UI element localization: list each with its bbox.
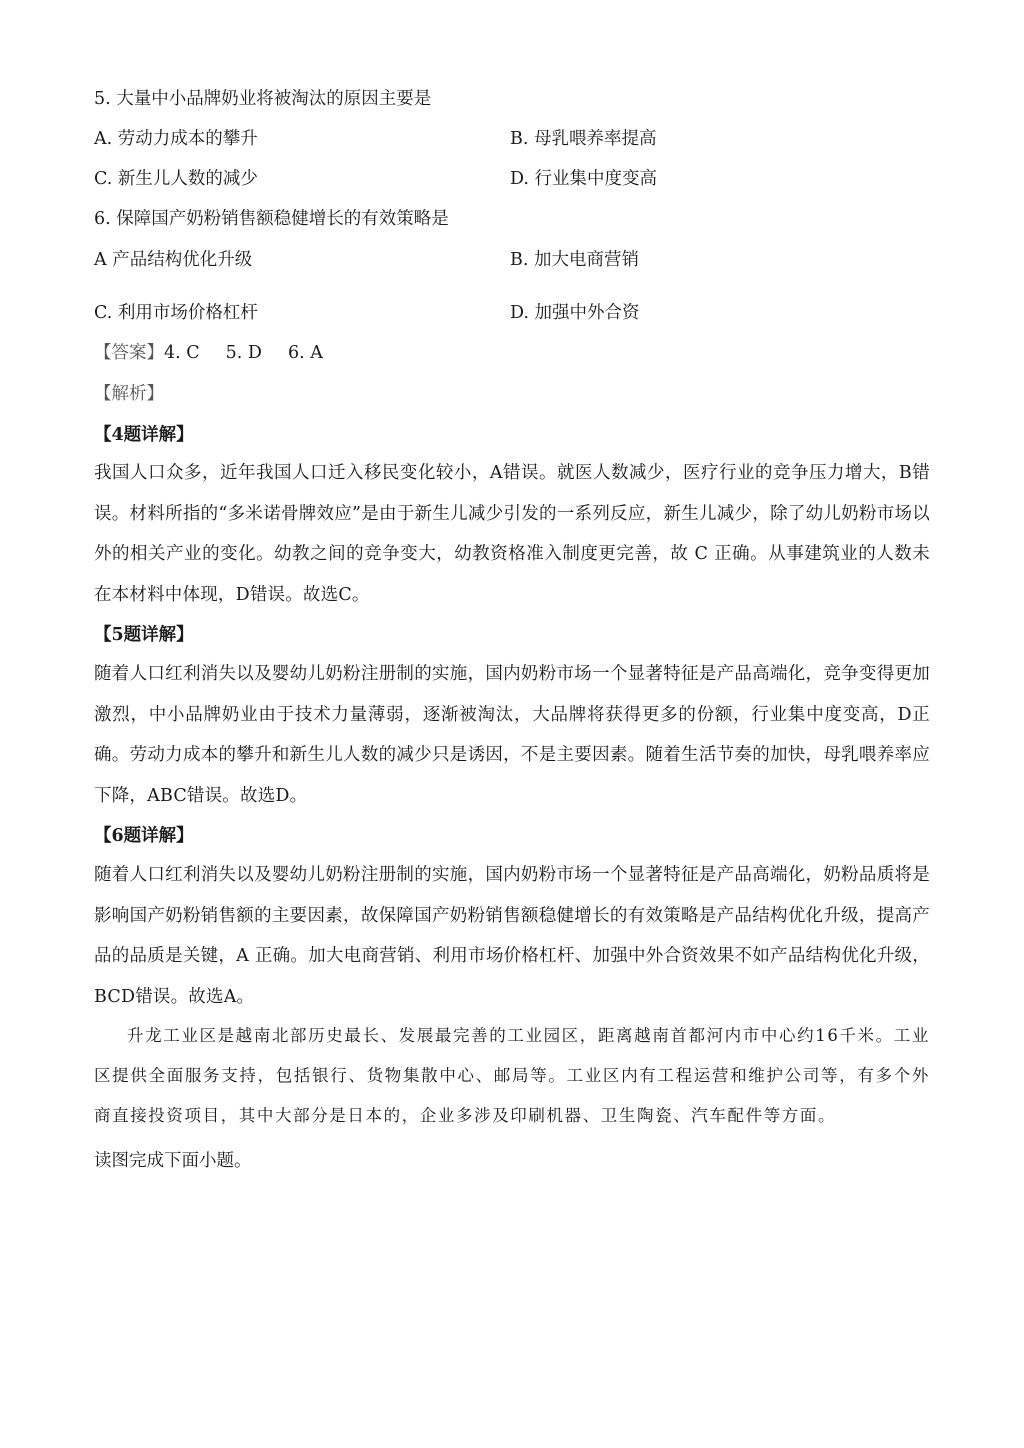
analysis-label: 【解析】 [94, 384, 164, 404]
question-6-stem: 6. 保障国产奶粉销售额稳健增长的有效策略是 [94, 209, 449, 229]
detail-6-heading: 【6题详解】 [94, 826, 194, 846]
question-6-option-d: D. 加强中外合资 [510, 303, 640, 323]
answer-item: 5. D [225, 343, 262, 363]
question-6-option-b: B. 加大电商营销 [510, 250, 639, 270]
answer-item: 4. C [164, 343, 200, 363]
answer-label: 【答案】 [94, 343, 164, 363]
instruction-text: 读图完成下面小题。 [94, 1151, 252, 1171]
question-6-option-a: A 产品结构优化升级 [94, 250, 253, 270]
question-6-option-c: C. 利用市场价格杠杆 [94, 303, 258, 323]
question-5-option-d: D. 行业集中度变高 [510, 169, 658, 189]
question-5-option-b: B. 母乳喂养率提高 [510, 129, 657, 149]
answer-item: 6. A [287, 343, 323, 363]
question-5-stem: 5. 大量中小品牌奶业将被淘汰的原因主要是 [94, 89, 432, 109]
question-5-option-c: C. 新生儿人数的减少 [94, 169, 258, 189]
detail-5-text: 随着人口红利消失以及婴幼儿奶粉注册制的实施，国内奶粉市场一个显著特征是产品高端化，竞争变得更加激烈，中小品牌奶业由于技术力量薄弱，逐渐被淘汰，大品牌将获得更多的份额，行业集中度变高，D正确。劳动力成本的攀升和新生儿人数的减少只是诱因，不是主要因素。随着生活节奏的加快，母乳喂养率应下降，ABC错误。故选D。 [94, 664, 930, 806]
detail-6-text: 随着人口红利消失以及婴幼儿奶粉注册制的实施，国内奶粉市场一个显著特征是产品高端化，奶粉品质将是影响国产奶粉销售额的主要因素，故保障国产奶粉销售额稳健增长的有效策略是产品结构优化升级，提高产品的品质是关键，A 正确。加大电商营销、利用市场价格杠杆、加强中外合资效果不如产品结构优化升级，BCD错误。故选A。 [94, 865, 930, 1007]
material-paragraph: 升龙工业区是越南北部历史最长、发展最完善的工业园区，距离越南首都河内市中心约16千米。工业区提供全面服务支持，包括银行、货物集散中心、邮局等。工业区内有工程运营和维护公司等，有多个外商直接投资项目，其中大部分是日本的，企业多涉及印刷机器、卫生陶瓷、汽车配件等方面。 [94, 1026, 930, 1125]
question-5-option-a: A. 劳动力成本的攀升 [94, 129, 258, 149]
detail-5-heading: 【5题详解】 [94, 625, 194, 645]
detail-4-text: 我国人口众多，近年我国人口迁入移民变化较小，A错误。就医人数减少，医疗行业的竞争压力增大，B错误。材料所指的“多米诺骨牌效应”是由于新生儿减少引发的一系列反应，新生儿减少，除了幼儿奶粉市场以外的相关产业的变化。幼教之间的竞争变大，幼教资格准入制度更完善，故 C 正确。从事建筑业的人数未在本材料中体现，D错误。故选C。 [94, 463, 930, 605]
answer-line [94, 342, 930, 364]
detail-4-heading: 【4题详解】 [94, 425, 194, 445]
